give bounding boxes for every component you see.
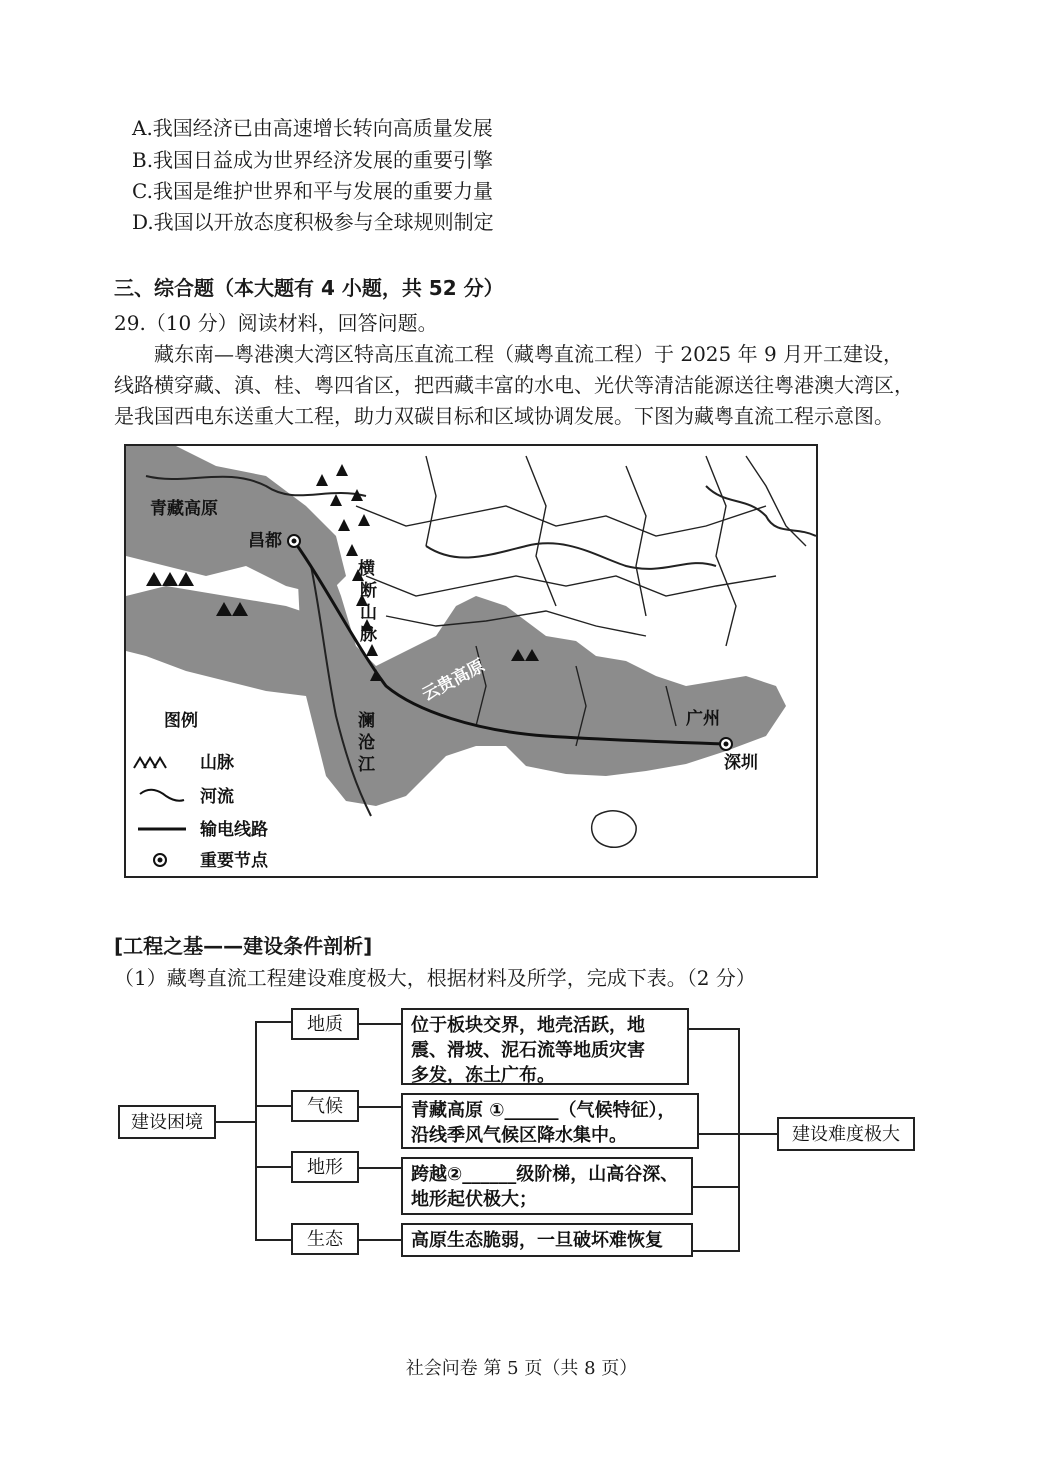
option-a: A.我国经济已由高速增长转向高质量发展 (132, 116, 493, 140)
label-lancang-3: 江 (358, 755, 375, 775)
section-title: 三、综合题（本大题有 4 小题，共 52 分） (114, 276, 504, 300)
description-terrain-line-1: 跨越②______级阶梯，山高谷深、 (411, 1164, 679, 1185)
description-geology-line-2: 震、滑坡、泥石流等地质灾害 (411, 1040, 645, 1061)
label-hengduan-4: 脉 (360, 625, 377, 645)
question-1-prompt: （1）藏粤直流工程建设难度极大，根据材料及所学，完成下表。（2 分） (114, 966, 756, 990)
page-footer: 社会问卷 第 5 页（共 8 页） (405, 1358, 638, 1379)
legend-node-label: 重要节点 (200, 851, 268, 871)
legend-line-label: 输电线路 (200, 820, 268, 840)
category-ecology: 生态 (291, 1223, 359, 1255)
material-paragraph-line-1: 藏东南—粤港澳大湾区特高压直流工程（藏粤直流工程）于 2025 年 9 月开工建设， (154, 342, 904, 366)
label-guangzhou: 广州 (686, 709, 720, 729)
option-c: C.我国是维护世界和平与发展的重要力量 (132, 179, 493, 203)
category-climate: 气候 (291, 1090, 359, 1122)
description-ecology (401, 1223, 693, 1257)
description-terrain (401, 1157, 693, 1215)
label-changdu: 昌都 (248, 531, 282, 551)
label-qinghai-tibet: 青藏高原 (150, 499, 218, 519)
label-lancang-1: 澜 (358, 711, 375, 731)
legend-river-label: 河流 (200, 787, 234, 807)
description-terrain-line-2: 地形起伏极大； (411, 1189, 537, 1210)
tibet-lower-region (126, 586, 326, 696)
option-b: B.我国日益成为世界经济发展的重要引擎 (132, 148, 494, 172)
legend-mountain-label: 山脉 (200, 753, 234, 773)
legend-river-icon (140, 790, 184, 801)
question-29-header: 29.（10 分）阅读材料，回答问题。 (114, 311, 438, 335)
label-lancang-2: 沧 (358, 733, 375, 753)
description-climate-line-2: 沿线季风气候区降水集中。 (411, 1125, 627, 1146)
legend-mountain-icon (134, 758, 166, 768)
changdu-node (288, 535, 300, 547)
label-hengduan-3: 山 (360, 603, 377, 623)
category-terrain: 地形 (291, 1151, 359, 1183)
material-paragraph-line-2: 线路横穿藏、滇、桂、粤四省区，把西藏丰富的水电、光伏等清洁能源送往粤港澳大湾区， (114, 373, 914, 397)
legend-title: 图例 (164, 711, 198, 731)
subsection-title: [工程之基——建设条件剖析] (114, 934, 373, 958)
material-paragraph-line-3: 是我国西电东送重大工程，助力双碳目标和区域协调发展。下图为藏粤直流工程示意图。 (114, 404, 894, 428)
category-geology: 地质 (291, 1008, 359, 1040)
label-yungui: 云贵高原 (418, 655, 489, 706)
description-geology (401, 1008, 689, 1085)
project-map (124, 444, 818, 878)
diagram-left-box: 建设困境 (118, 1105, 216, 1139)
description-geology-line-3: 多发，冻土广布。 (411, 1065, 555, 1086)
hainan-island (592, 811, 636, 848)
description-ecology-line-1: 高原生态脆弱，一旦破坏难恢复 (411, 1230, 663, 1251)
label-hengduan-2: 断 (360, 581, 377, 601)
label-hengduan-1: 横 (358, 559, 375, 579)
description-climate (401, 1093, 699, 1149)
guangzhou-node (720, 738, 732, 750)
description-geology-line-1: 位于板块交界，地壳活跃，地 (411, 1015, 645, 1036)
map-legend (134, 710, 269, 871)
option-d: D.我国以开放态度积极参与全球规则制定 (132, 210, 494, 234)
description-climate-line-1: 青藏高原 ①______（气候特征）， (411, 1100, 676, 1121)
label-shenzhen: 深圳 (724, 753, 758, 773)
diagram-right-box: 建设难度极大 (777, 1117, 915, 1151)
